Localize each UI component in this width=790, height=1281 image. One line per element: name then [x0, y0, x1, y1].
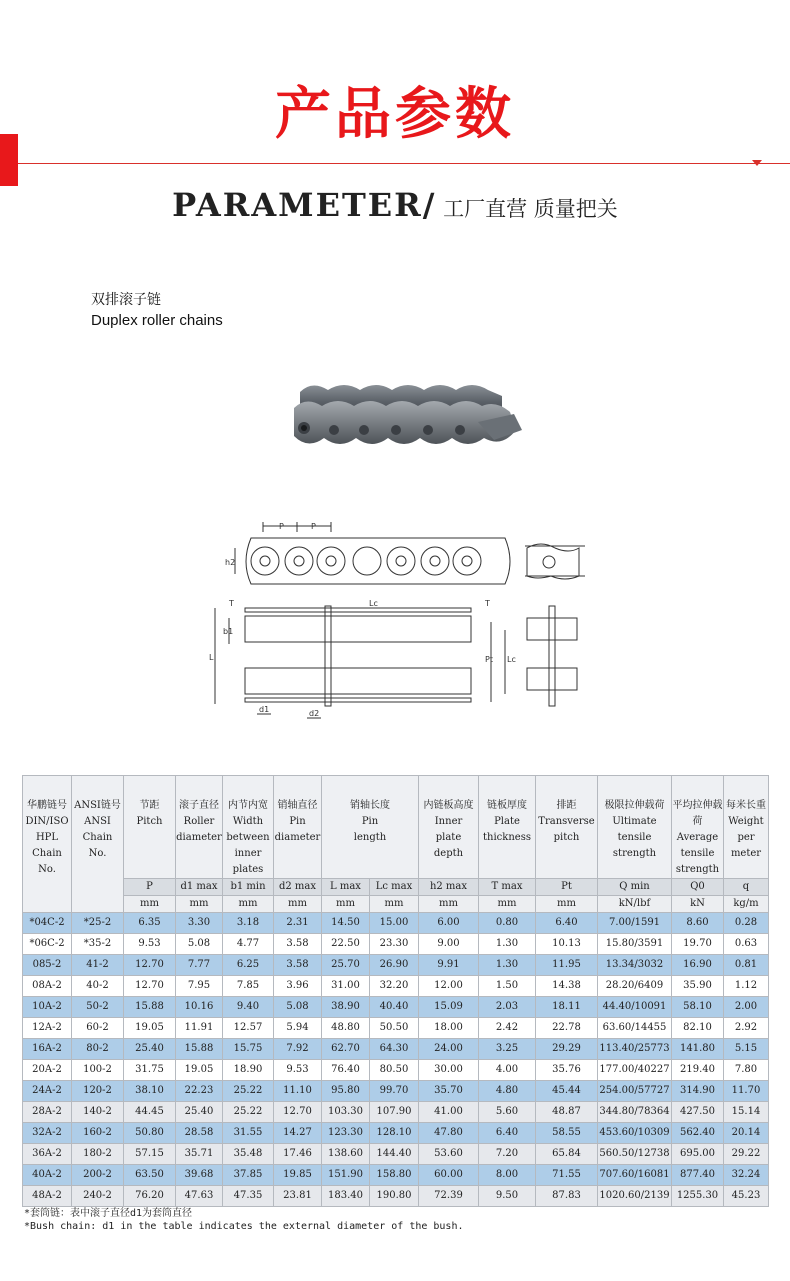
table-cell: 11.70 [724, 1081, 769, 1102]
unit-cell: mm [124, 896, 176, 913]
col-header-chain-no: 华鹏链号 DIN/ISO HPL Chain No. [23, 776, 72, 913]
symbol-row [23, 879, 769, 896]
table-cell: 50.50 [370, 1018, 419, 1039]
table-cell: 085-2 [23, 955, 72, 976]
table-row [23, 934, 769, 955]
table-cell: 0.28 [724, 913, 769, 934]
table-cell: 12.00 [419, 976, 479, 997]
table-cell: 32A-2 [23, 1123, 72, 1144]
col-header-pitch: 节距 Pitch [124, 776, 176, 879]
diagram-label-l: L [209, 653, 214, 662]
table-cell: 12.70 [124, 955, 176, 976]
table-cell: 141.80 [672, 1039, 724, 1060]
symbol-cell: Q min [598, 879, 672, 896]
table-row [23, 1144, 769, 1165]
table-cell: 15.00 [370, 913, 419, 934]
table-cell: 5.15 [724, 1039, 769, 1060]
table-cell: 3.58 [274, 934, 322, 955]
table-cell: 47.35 [223, 1186, 274, 1207]
table-cell: 76.20 [124, 1186, 176, 1207]
table-cell: 254.00/57727 [598, 1081, 672, 1102]
unit-cell: mm [536, 896, 598, 913]
table-cell: 35.70 [419, 1081, 479, 1102]
table-cell: 14.50 [322, 913, 370, 934]
table-cell: 8.60 [672, 913, 724, 934]
col-header-plate-thickness: 链板厚度 Plate thickness [479, 776, 536, 879]
table-cell: 25.22 [223, 1081, 274, 1102]
table-cell: 53.60 [419, 1144, 479, 1165]
table-cell: 18.90 [223, 1060, 274, 1081]
table-cell: 103.30 [322, 1102, 370, 1123]
section-subtitle [0, 186, 790, 224]
diagram-label-lc: Lc [369, 599, 378, 608]
table-cell: 62.70 [322, 1039, 370, 1060]
table-cell: 5.08 [274, 997, 322, 1018]
table-cell: 219.40 [672, 1060, 724, 1081]
subtitle-cn: 工厂直营 质量把关 [436, 197, 618, 221]
table-cell: 3.58 [274, 955, 322, 976]
table-cell: 144.40 [370, 1144, 419, 1165]
table-cell: *04C-2 [23, 913, 72, 934]
table-cell: 2.92 [724, 1018, 769, 1039]
chain-technical-drawing [205, 518, 585, 728]
table-cell: 13.34/3032 [598, 955, 672, 976]
diagram-label-pt: Pt [485, 655, 493, 664]
table-cell: 6.00 [419, 913, 479, 934]
table-cell: 11.10 [274, 1081, 322, 1102]
table-cell: 29.29 [536, 1039, 598, 1060]
table-cell: 32.20 [370, 976, 419, 997]
table-cell: *06C-2 [23, 934, 72, 955]
table-cell: 9.40 [223, 997, 274, 1018]
table-cell: 11.91 [176, 1018, 223, 1039]
table-cell: 0.81 [724, 955, 769, 976]
table-cell: 50.80 [124, 1123, 176, 1144]
table-cell: 18.11 [536, 997, 598, 1018]
table-cell: 32.24 [724, 1165, 769, 1186]
table-cell: 25.40 [176, 1102, 223, 1123]
table-cell: 200-2 [72, 1165, 124, 1186]
table-cell: 151.90 [322, 1165, 370, 1186]
table-cell: 23.30 [370, 934, 419, 955]
table-cell: 1.30 [479, 934, 536, 955]
table-cell: 25.22 [223, 1102, 274, 1123]
table-cell: 877.40 [672, 1165, 724, 1186]
diagram-label-d1: d1 [259, 705, 270, 714]
table-cell: 35.71 [176, 1144, 223, 1165]
symbol-cell: Pt [536, 879, 598, 896]
symbol-cell: h2 max [419, 879, 479, 896]
table-cell: 45.44 [536, 1081, 598, 1102]
symbol-cell: L max [322, 879, 370, 896]
table-cell: 63.60/14455 [598, 1018, 672, 1039]
table-cell: 15.88 [124, 997, 176, 1018]
table-cell: 15.09 [419, 997, 479, 1018]
table-cell: 2.03 [479, 997, 536, 1018]
unit-cell: mm [274, 896, 322, 913]
table-cell: 72.39 [419, 1186, 479, 1207]
table-cell: 63.50 [124, 1165, 176, 1186]
table-cell: *25-2 [72, 913, 124, 934]
table-cell: 12A-2 [23, 1018, 72, 1039]
table-cell: 4.00 [479, 1060, 536, 1081]
col-header-plate-depth: 内链板高度 Inner plate depth [419, 776, 479, 879]
table-cell: 15.75 [223, 1039, 274, 1060]
table-row [23, 1123, 769, 1144]
symbol-cell: d2 max [274, 879, 322, 896]
table-cell: 58.55 [536, 1123, 598, 1144]
table-cell: 0.63 [724, 934, 769, 955]
table-cell: 344.80/78364 [598, 1102, 672, 1123]
table-cell: 87.83 [536, 1186, 598, 1207]
unit-row [23, 896, 769, 913]
table-cell: 22.23 [176, 1081, 223, 1102]
table-cell: 23.81 [274, 1186, 322, 1207]
table-cell: 15.80/3591 [598, 934, 672, 955]
table-row [23, 997, 769, 1018]
table-cell: 9.50 [479, 1186, 536, 1207]
table-row [23, 1018, 769, 1039]
table-cell: 50-2 [72, 997, 124, 1018]
symbol-cell: T max [479, 879, 536, 896]
table-cell: 3.25 [479, 1039, 536, 1060]
table-cell: 12.70 [124, 976, 176, 997]
table-cell: 183.40 [322, 1186, 370, 1207]
table-cell: 60-2 [72, 1018, 124, 1039]
table-cell: 35.48 [223, 1144, 274, 1165]
table-cell: 4.77 [223, 934, 274, 955]
unit-cell: mm [223, 896, 274, 913]
table-cell: 6.40 [536, 913, 598, 934]
col-header-roller-dia: 滚子直径 Roller diameter [176, 776, 223, 879]
diagram-label-d2: d2 [309, 709, 320, 718]
table-cell: 37.85 [223, 1165, 274, 1186]
symbol-cell: q [724, 879, 769, 896]
table-cell: 9.53 [124, 934, 176, 955]
table-cell: 36A-2 [23, 1144, 72, 1165]
diagram-label-lc2: Lc [507, 655, 516, 664]
table-cell: 1.30 [479, 955, 536, 976]
table-cell: 140-2 [72, 1102, 124, 1123]
table-cell: 40.40 [370, 997, 419, 1018]
table-cell: 19.70 [672, 934, 724, 955]
table-cell: 82.10 [672, 1018, 724, 1039]
footnote-en: *Bush chain: d1 in the table indicates the external diameter of the bush. [24, 1221, 464, 1232]
accent-block [0, 134, 18, 186]
table-body [23, 913, 769, 1207]
unit-cell: mm [322, 896, 370, 913]
col-header-inner-width: 内节内宽 Width between inner plates [223, 776, 274, 879]
table-cell: 19.85 [274, 1165, 322, 1186]
table-cell: 6.40 [479, 1123, 536, 1144]
table-cell: 158.80 [370, 1165, 419, 1186]
table-cell: 7.92 [274, 1039, 322, 1060]
col-header-ultimate: 极限拉伸载荷 Ultimate tensile strength [598, 776, 672, 879]
table-cell: 128.10 [370, 1123, 419, 1144]
table-cell: 48A-2 [23, 1186, 72, 1207]
table-cell: 47.80 [419, 1123, 479, 1144]
table-cell: *35-2 [72, 934, 124, 955]
table-cell: 25.40 [124, 1039, 176, 1060]
page-title: 产品参数 [275, 81, 515, 147]
chevron-down-icon [752, 157, 762, 167]
table-cell: 9.53 [274, 1060, 322, 1081]
table-cell: 65.84 [536, 1144, 598, 1165]
table-cell: 17.46 [274, 1144, 322, 1165]
table-cell: 28.20/6409 [598, 976, 672, 997]
table-row [23, 1060, 769, 1081]
table-cell: 48.87 [536, 1102, 598, 1123]
table-cell: 10.16 [176, 997, 223, 1018]
table-cell: 30.00 [419, 1060, 479, 1081]
table-cell: 38.10 [124, 1081, 176, 1102]
table-cell: 57.15 [124, 1144, 176, 1165]
table-cell: 1.12 [724, 976, 769, 997]
table-cell: 4.80 [479, 1081, 536, 1102]
table-cell: 31.75 [124, 1060, 176, 1081]
table-cell: 20.14 [724, 1123, 769, 1144]
table-cell: 0.80 [479, 913, 536, 934]
diagram-label-h2: h2 [225, 558, 236, 567]
table-cell: 44.40/10091 [598, 997, 672, 1018]
table-cell: 12.57 [223, 1018, 274, 1039]
table-cell: 39.68 [176, 1165, 223, 1186]
table-cell: 8.00 [479, 1165, 536, 1186]
table-cell: 26.90 [370, 955, 419, 976]
table-cell: 22.50 [322, 934, 370, 955]
table-cell: 28A-2 [23, 1102, 72, 1123]
table-row [23, 1165, 769, 1186]
diagram-label-t2: T [485, 599, 490, 608]
table-cell: 18.00 [419, 1018, 479, 1039]
table-cell: 76.40 [322, 1060, 370, 1081]
unit-cell: mm [176, 896, 223, 913]
product-name-en: Duplex roller chains [91, 312, 223, 329]
table-cell: 64.30 [370, 1039, 419, 1060]
table-cell: 123.30 [322, 1123, 370, 1144]
table-cell: 40A-2 [23, 1165, 72, 1186]
col-header-pin-dia: 销轴直径 Pin diameter [274, 776, 322, 879]
table-cell: 2.31 [274, 913, 322, 934]
unit-cell: kN/lbf [598, 896, 672, 913]
table-cell: 45.23 [724, 1186, 769, 1207]
table-cell: 180-2 [72, 1144, 124, 1165]
symbol-cell: b1 min [223, 879, 274, 896]
table-cell: 695.00 [672, 1144, 724, 1165]
table-cell: 1255.30 [672, 1186, 724, 1207]
table-cell: 5.08 [176, 934, 223, 955]
table-cell: 08A-2 [23, 976, 72, 997]
table-cell: 29.22 [724, 1144, 769, 1165]
table-row [23, 955, 769, 976]
subtitle-en: PARAMETER/ [172, 186, 437, 224]
table-cell: 35.90 [672, 976, 724, 997]
table-cell: 7.00/1591 [598, 913, 672, 934]
table-cell: 100-2 [72, 1060, 124, 1081]
table-cell: 1020.60/2139 [598, 1186, 672, 1207]
table-cell: 138.60 [322, 1144, 370, 1165]
table-row [23, 976, 769, 997]
table-cell: 9.91 [419, 955, 479, 976]
table-cell: 6.35 [124, 913, 176, 934]
unit-cell: kN [672, 896, 724, 913]
table-cell: 10A-2 [23, 997, 72, 1018]
symbol-cell: Lc max [370, 879, 419, 896]
diagram-label-b1: b1 [223, 627, 234, 636]
table-cell: 16.90 [672, 955, 724, 976]
table-cell: 80-2 [72, 1039, 124, 1060]
table-cell: 44.45 [124, 1102, 176, 1123]
table-cell: 160-2 [72, 1123, 124, 1144]
table-cell: 7.77 [176, 955, 223, 976]
table-cell: 107.90 [370, 1102, 419, 1123]
unit-cell: mm [479, 896, 536, 913]
table-row [23, 913, 769, 934]
table-cell: 560.50/12738 [598, 1144, 672, 1165]
table-cell: 707.60/16081 [598, 1165, 672, 1186]
divider-line [18, 163, 790, 164]
table-cell: 120-2 [72, 1081, 124, 1102]
table-cell: 427.50 [672, 1102, 724, 1123]
table-cell: 562.40 [672, 1123, 724, 1144]
table-cell: 14.38 [536, 976, 598, 997]
table-cell: 40-2 [72, 976, 124, 997]
table-cell: 3.96 [274, 976, 322, 997]
table-cell: 2.42 [479, 1018, 536, 1039]
table-cell: 35.76 [536, 1060, 598, 1081]
unit-cell: mm [370, 896, 419, 913]
table-cell: 28.58 [176, 1123, 223, 1144]
symbol-cell: P [124, 879, 176, 896]
table-cell: 58.10 [672, 997, 724, 1018]
table-cell: 41.00 [419, 1102, 479, 1123]
table-cell: 2.00 [724, 997, 769, 1018]
table-cell: 7.80 [724, 1060, 769, 1081]
table-cell: 24A-2 [23, 1081, 72, 1102]
table-cell: 14.27 [274, 1123, 322, 1144]
table-cell: 25.70 [322, 955, 370, 976]
table-cell: 190.80 [370, 1186, 419, 1207]
table-cell: 7.95 [176, 976, 223, 997]
table-cell: 15.14 [724, 1102, 769, 1123]
unit-cell: mm [419, 896, 479, 913]
table-cell: 113.40/25773 [598, 1039, 672, 1060]
table-cell: 6.25 [223, 955, 274, 976]
col-header-weight: 每米长重 Weight per meter [724, 776, 769, 879]
table-cell: 177.00/40227 [598, 1060, 672, 1081]
table-cell: 314.90 [672, 1081, 724, 1102]
footnote-cn: *套筒链：表中滚子直径d1为套筒直径 [24, 1208, 193, 1219]
symbol-cell: d1 max [176, 879, 223, 896]
product-name-cn: 双排滚子链 [91, 292, 161, 308]
table-cell: 240-2 [72, 1186, 124, 1207]
table-cell: 12.70 [274, 1102, 322, 1123]
table-cell: 99.70 [370, 1081, 419, 1102]
col-header-average: 平均拉伸载荷 Average tensile strength [672, 776, 724, 879]
col-header-transverse-pitch: 排距 Transverse pitch [536, 776, 598, 879]
table-cell: 22.78 [536, 1018, 598, 1039]
col-header-pin-length: 销轴长度 Pin length [322, 776, 419, 879]
diagram-label-p: P [279, 522, 284, 531]
table-row [23, 1102, 769, 1123]
table-cell: 16A-2 [23, 1039, 72, 1060]
table-cell: 5.94 [274, 1018, 322, 1039]
table-cell: 38.90 [322, 997, 370, 1018]
chain-photo [288, 378, 524, 458]
table-cell: 7.85 [223, 976, 274, 997]
diagram-label-p2: P [311, 522, 316, 531]
table-cell: 31.00 [322, 976, 370, 997]
table-cell: 11.95 [536, 955, 598, 976]
table-cell: 3.18 [223, 913, 274, 934]
table-cell: 24.00 [419, 1039, 479, 1060]
table-cell: 71.55 [536, 1165, 598, 1186]
table-cell: 453.60/10309 [598, 1123, 672, 1144]
table-cell: 9.00 [419, 934, 479, 955]
table-row [23, 1039, 769, 1060]
table-cell: 31.55 [223, 1123, 274, 1144]
col-header-ansi: ANSI链号 ANSI Chain No. [72, 776, 124, 913]
table-cell: 15.88 [176, 1039, 223, 1060]
table-cell: 80.50 [370, 1060, 419, 1081]
table-cell: 20A-2 [23, 1060, 72, 1081]
table-cell: 7.20 [479, 1144, 536, 1165]
table-cell: 5.60 [479, 1102, 536, 1123]
table-cell: 19.05 [176, 1060, 223, 1081]
table-cell: 1.50 [479, 976, 536, 997]
table-cell: 95.80 [322, 1081, 370, 1102]
table-cell: 3.30 [176, 913, 223, 934]
table-row [23, 1081, 769, 1102]
table-cell: 47.63 [176, 1186, 223, 1207]
unit-cell: kg/m [724, 896, 769, 913]
table-cell: 60.00 [419, 1165, 479, 1186]
table-cell: 48.80 [322, 1018, 370, 1039]
spec-table [22, 775, 769, 1207]
diagram-label-t: T [229, 599, 234, 608]
table-cell: 19.05 [124, 1018, 176, 1039]
table-cell: 41-2 [72, 955, 124, 976]
table-cell: 10.13 [536, 934, 598, 955]
symbol-cell: Q0 [672, 879, 724, 896]
